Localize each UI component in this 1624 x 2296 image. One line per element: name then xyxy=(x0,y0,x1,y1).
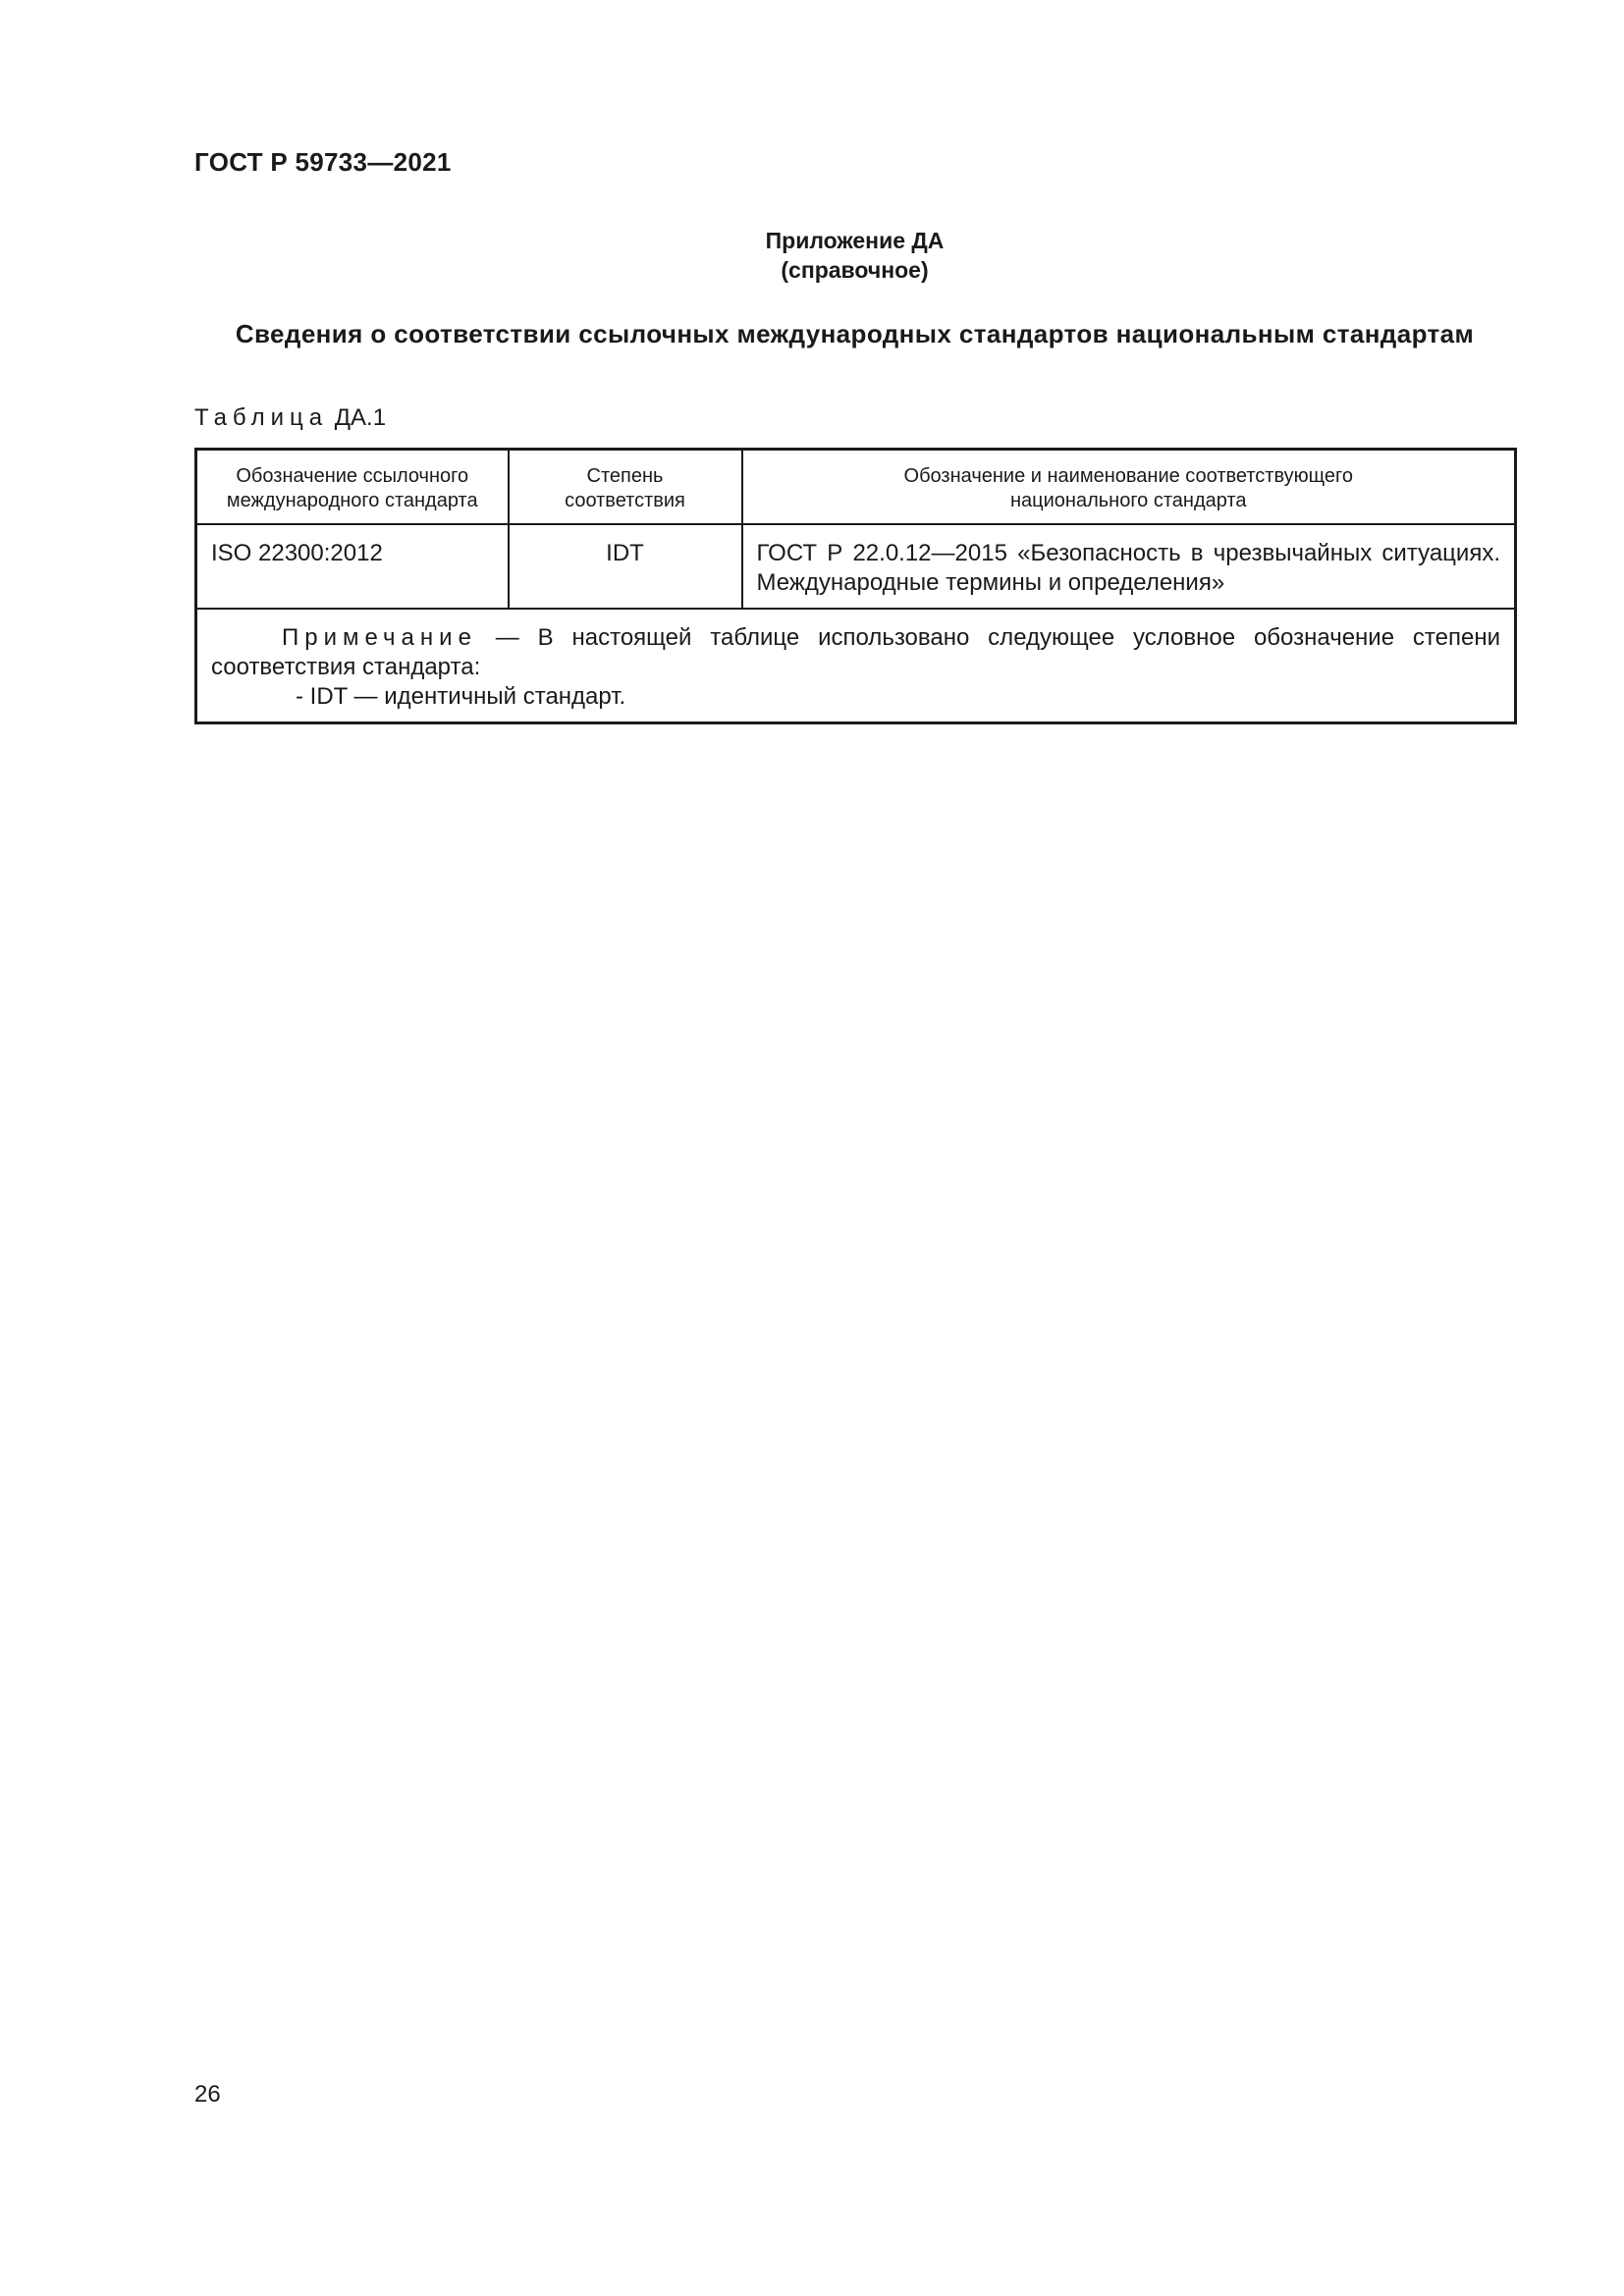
table-caption xyxy=(194,404,386,432)
cell-national-standard: ГОСТ Р 22.0.12—2015 «Безопасность в чрезвычайных ситуациях. Международные термины и определения» xyxy=(742,524,1516,609)
column-header-line: международного стандарта xyxy=(226,490,478,511)
column-header-line: Обозначение ссылочного xyxy=(236,465,469,487)
table-row xyxy=(196,524,1516,609)
note-label: Примечание xyxy=(282,624,477,651)
correspondence-table xyxy=(194,448,1517,724)
note-paragraph xyxy=(211,623,1500,682)
column-header-degree xyxy=(509,450,742,525)
note-list-item: - IDT — идентичный стандарт. xyxy=(296,683,626,710)
column-header-line: соответствия xyxy=(565,490,685,511)
column-header-international xyxy=(196,450,509,525)
document-header: ГОСТ Р 59733—2021 xyxy=(194,147,452,177)
table-caption-number: ДА.1 xyxy=(334,404,387,431)
table-note xyxy=(196,609,1516,723)
table-caption-label: Таблица xyxy=(194,404,329,431)
column-header-line: Обозначение и наименование соответствующего xyxy=(903,465,1353,487)
column-header-line: национального стандарта xyxy=(1009,490,1247,511)
cell-international-standard: ISO 22300:2012 xyxy=(196,524,509,609)
table-note-row xyxy=(196,609,1516,723)
column-header-line: Степень xyxy=(586,465,664,487)
column-header-national xyxy=(742,450,1516,525)
annex-status: (справочное) xyxy=(781,257,929,283)
annex-title: Приложение ДА xyxy=(765,228,945,253)
cell-degree: IDT xyxy=(509,524,742,609)
page-number: 26 xyxy=(194,2081,221,2108)
table-header-row xyxy=(196,450,1516,525)
section-heading: Сведения о соответствии ссылочных международных стандартов национальным стандартам xyxy=(235,319,1475,348)
note-text: — В настоящей таблице использовано следующее условное обозначение степени соответствия стандарта: xyxy=(211,624,1500,680)
